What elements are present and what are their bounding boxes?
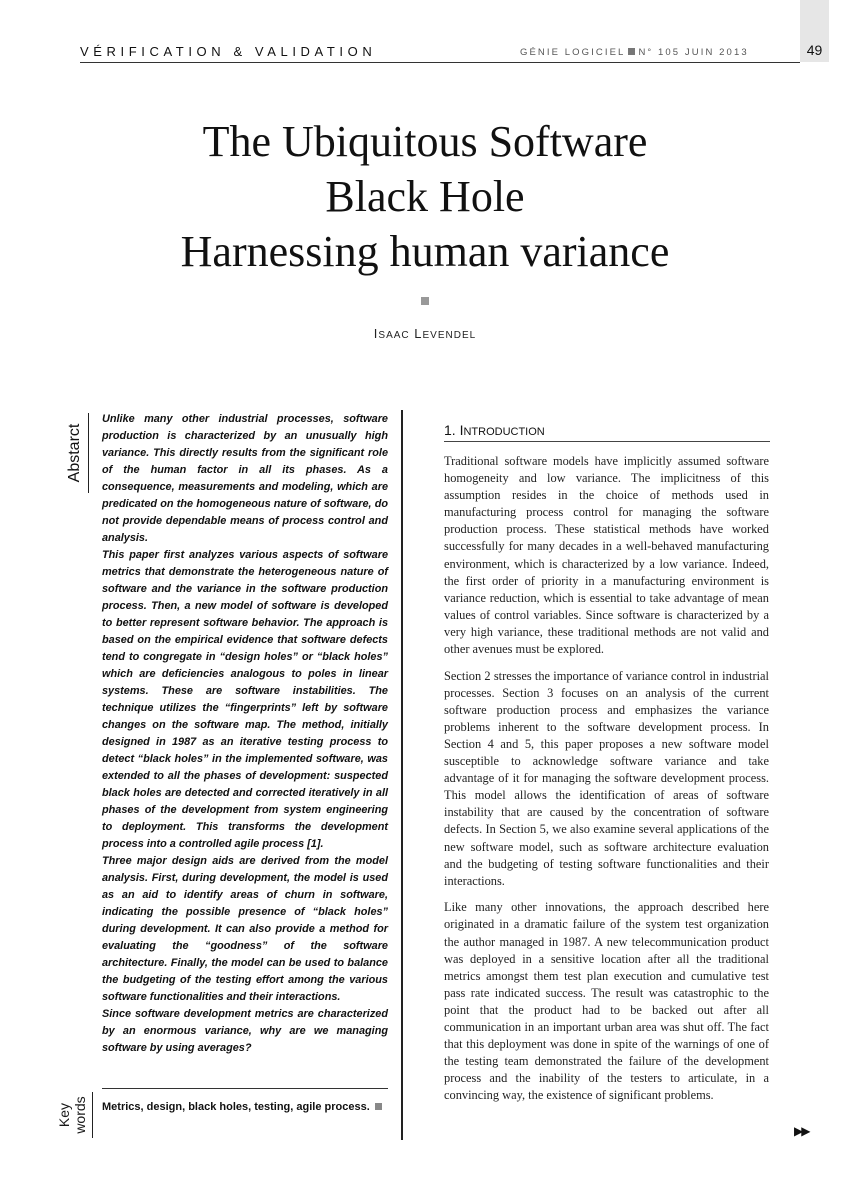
- page-number: 49: [806, 42, 823, 58]
- abstract-paragraph: Since software development metrics are characterized by an enormous variance, why are we managing software by using averages?: [102, 1008, 388, 1054]
- body-paragraph: Traditional software models have implicitly assumed software homogeneity and low variance. The implicitness of this assumption resides in the choice of methods used in manufacturing process control for managing the software production process. These statistical methods have worked successfully for many decades in a well-behaved manufacturing environment, which is characterized by a low variance. Indeed, the first order of priority in a manufacturing environment is variance reduction, which is essential to take advantage of mean values of control variables. Since software is characterized by a very high variance, these traditional methods are not valid and other avenues must be explored.: [444, 454, 769, 657]
- title-line-3: Harnessing human variance: [180, 227, 670, 276]
- abstract-paragraph: Unlike many other industrial processes, software production is characterized by an unusually high variance. This directly results from the significant role of the human factor in all its phases. As a consequence, measurements and modeling, which are predicated on the homogeneous nature of software, do not provide dependable means of process control and analysis.: [102, 413, 388, 544]
- title-line-2: Black Hole: [325, 172, 525, 221]
- square-bullet-icon: [628, 48, 635, 55]
- abstract-label: Abstarct: [62, 413, 89, 493]
- body-paragraph: Like many other innovations, the approach described here originated in a dramatic failure of the system test organization the author managed in 1987. A new telecommunication product was deployed in a sensitive location after all the traditional metrics amongst them test plan execution and cumulative test pass rate indicated success. The result was catastrophic to the point that the product had to be backed out after all communication in an important urban area was shut off. The fact that this deployment was done in spite of the warnings of one of the testing team demonstrated the failure of the development process and the inability of the testers to articulate, in a convincing way, the existence of significant problems.: [444, 900, 769, 1103]
- next-page-icon: ▶▶: [794, 1124, 809, 1138]
- issue-number: N° 105 JUIN 2013: [638, 47, 749, 58]
- journal-name: GÉNIE LOGICIEL: [520, 47, 626, 58]
- keywords-text: Metrics, design, black holes, testing, agile process.: [102, 1101, 392, 1113]
- abstract-paragraph: This paper first analyzes various aspects of software metrics that demonstrate the heterogeneous nature of software and the variance in the software production process. Then, a new model of software is developed to better represent software behavior. The approach is based on the empirical evidence that software defects tend to congregate in “design holes” or “black holes” which are deficiencies analogous to poles in linear systems. These are software instabilities. The technique utilizes the “fingerprints” left by software changes on the software map. The method, initially designed in 1987 as an iterative testing process to detect “black holes” in the implemented software, was extended to all the phases of development: suspected black holes are detected and corrected iteratively in all phases of the development from system engineering to deployment. This transforms the development process into a controlled agile process [1].: [102, 549, 388, 850]
- abstract-paragraph: Three major design aids are derived from the model analysis. First, during development, the model is used as an aid to identify areas of churn in software, indicating the possible presence of “black holes” during development. It can also provide a method for evaluating the “goodness” of the software architecture. Finally, the model can be used to balance the budgeting of the testing effort among the various software functionalities and their interactions.: [102, 855, 388, 1003]
- separator-square-icon: [421, 297, 429, 305]
- keywords-rule: [102, 1088, 388, 1089]
- section-heading-rule: [444, 441, 770, 442]
- section-heading: 1. INTRODUCTION: [444, 422, 545, 438]
- column-divider: [401, 410, 403, 1140]
- square-bullet-icon: [375, 1103, 382, 1110]
- keywords-label: Key words: [52, 1092, 93, 1138]
- header-rule: [80, 62, 800, 63]
- author-name: ISAAC LEVENDEL: [373, 326, 477, 341]
- title-line-1: The Ubiquitous Software: [202, 117, 648, 166]
- issue-info: [520, 47, 749, 58]
- body-paragraph: Section 2 stresses the importance of variance control in industrial processes. Section 3 focuses on an analysis of the current software production process and emphasizes the variance problems inherent to the software development process. In Section 4 and 5, this paper proposes a new software model susceptible to acknowledge software variance and take advantage of it for managing the software development process. This model allows the identification of areas of software instability that are caused by the concentration of software defects. In Section 5, we also examine several applications of the new software model, such as software architecture evaluation and the budgeting of testing software functionalities and their interactions.: [444, 668, 769, 888]
- abstract-text: [102, 411, 388, 1057]
- body-text: [444, 453, 769, 1114]
- rubric-label: VÉRIFICATION & VALIDATION: [80, 44, 377, 59]
- article-title: [80, 114, 770, 279]
